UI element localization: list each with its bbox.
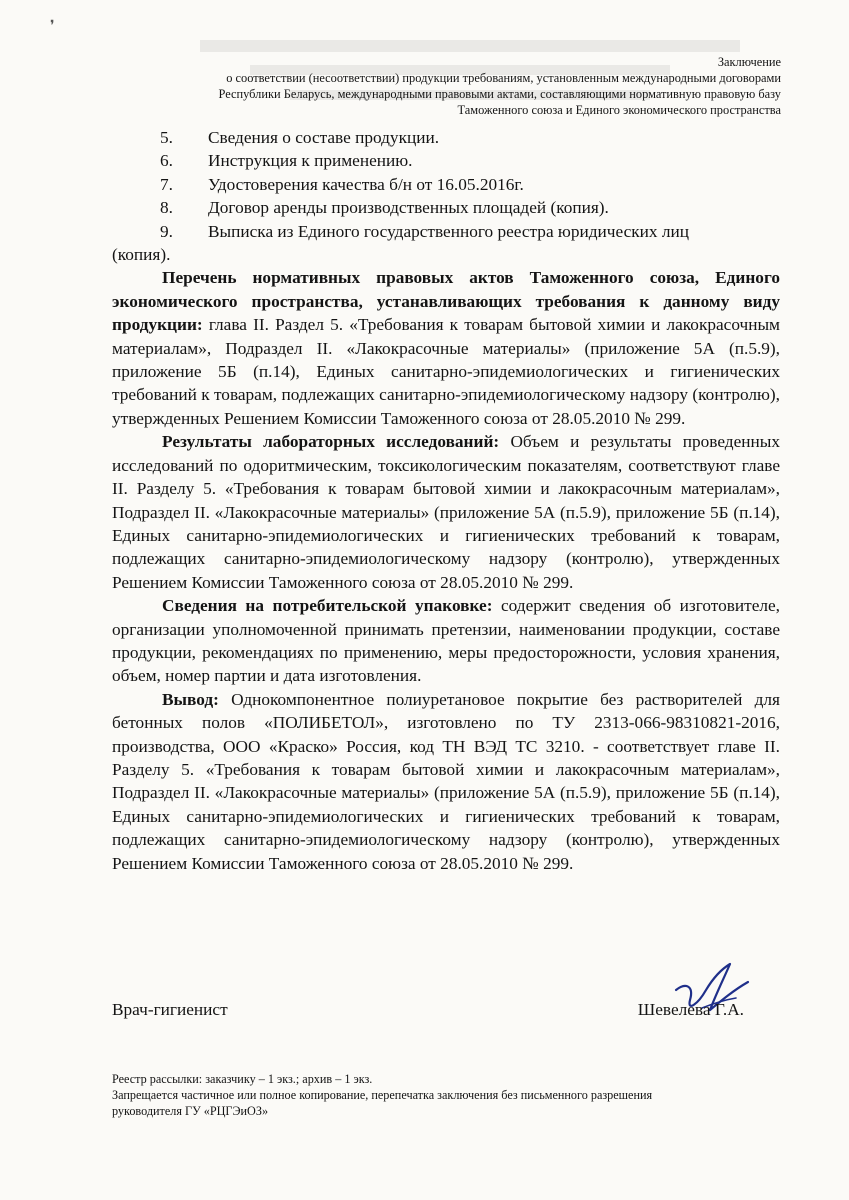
lab-results-text: Объем и результаты проведенных исследований по одоритмическим, токсикологическим показателям, соответствуют главе II. Разделу 5. «Требования к товарам бытовой химии и лакокрасочным материалам», Подраздел II. «Лакокрасочные материалы» (приложение 5А (п.5.9), приложение 5Б (п.14), Единых санитарно-эпидемиологических и гигиенических требований к товарам, подлежащих санитарно-эпидемиологическому надзору (контролю), утвержденных Решением Комиссии Таможенного союза от 28.05.2010 № 299. bbox=[112, 432, 780, 592]
header-line: Республики Беларусь, международными правовыми актами, составляющими нормативную правовую базу bbox=[218, 87, 781, 101]
signature-row bbox=[112, 1000, 744, 1020]
list-item bbox=[112, 220, 780, 243]
corner-mark: ❜ bbox=[50, 19, 55, 34]
list-item-number: 9. bbox=[160, 221, 173, 241]
list-item-text: Инструкция к применению. bbox=[208, 151, 413, 171]
list-item-number: 6. bbox=[160, 151, 173, 171]
conclusion-heading: Вывод: bbox=[162, 689, 219, 709]
packaging-heading: Сведения на потребительской упаковке: bbox=[162, 596, 493, 616]
lab-results-paragraph bbox=[112, 430, 780, 594]
header-title: Заключение bbox=[717, 55, 781, 69]
regulations-text: глава II. Раздел 5. «Требования к товарам бытовой химии и лакокрасочным материалам», Подраздел II. «Лакокрасочные материалы» (приложение 5А (п.5.9), приложение 5Б (п.14), Единых санитарно-эпидемиологических и гигиенических требований к товарам, подлежащих санитарно-эпидемиологическому надзору (контролю), утвержденных Решением Комиссии Таможенного союза от 28.05.2010 № 299. bbox=[112, 315, 780, 428]
header-line: о соответствии (несоответствии) продукции требованиям, установленным международными договорами bbox=[226, 71, 781, 85]
signer-name: Шевелева Г.А. bbox=[637, 1000, 744, 1019]
list-item bbox=[112, 126, 780, 149]
list-item-continuation: (копия). bbox=[112, 245, 171, 265]
lab-results-heading: Результаты лабораторных исследований: bbox=[162, 432, 500, 452]
document-body bbox=[112, 126, 780, 875]
regulations-paragraph bbox=[112, 266, 780, 430]
list-item-text: Удостоверения качества б/н от 16.05.2016г. bbox=[208, 174, 524, 194]
list-item bbox=[112, 149, 780, 172]
packaging-paragraph bbox=[112, 594, 780, 688]
document-footer bbox=[112, 1071, 772, 1119]
list-item bbox=[112, 173, 780, 196]
footer-distribution: Реестр рассылки: заказчику – 1 экз.; архив – 1 экз. bbox=[112, 1072, 373, 1086]
conclusion-text: Однокомпонентное полиуретановое покрытие без растворителей для бетонных полов «ПОЛИБЕТОЛ», изготовлено по ТУ 2313-066-98310821-2016, производства, ООО «Краско» Россия, код ТН ВЭД ТС 3210. - соответствует главе II. Разделу 5. «Требования к товарам бытовой химии и лакокрасочным материалам», Подраздел II. «Лакокрасочные материалы» (приложение 5А (п.5.9), приложение 5Б (п.14), Единых санитарно-эпидемиологических и гигиенических требований к товарам, подлежащих санитарно-эпидемиологическому надзору (контролю), утвержденных Решением Комиссии Таможенного союза от 28.05.2010 № 299. bbox=[112, 689, 780, 873]
header-line: Таможенного союза и Единого экономического пространства bbox=[457, 103, 781, 117]
conclusion-paragraph bbox=[112, 688, 780, 875]
list-item-text: Договор аренды производственных площадей (копия). bbox=[208, 198, 609, 218]
list-item bbox=[112, 196, 780, 219]
list-item-number: 5. bbox=[160, 128, 173, 147]
packaging-text: содержит сведения об изготовителе, организации уполномоченной принимать претензии, наименовании продукции, составе продукции, рекомендациях по применению, меры предосторожности, условия хранения, объем, номер партии и дата изготовления. bbox=[112, 596, 780, 686]
signer-role: Врач-гигиенист bbox=[112, 1000, 228, 1019]
footer-copy-notice: Запрещается частичное или полное копирование, перепечатка заключения без письменного разрешения bbox=[112, 1088, 653, 1102]
list-item-number: 7. bbox=[160, 174, 173, 194]
document-header bbox=[81, 54, 781, 118]
list-item-text: Выписка из Единого государственного реестра юридических лиц bbox=[208, 221, 689, 241]
list-item-number: 8. bbox=[160, 198, 173, 218]
footer-copy-notice-cont: руководителя ГУ «РЦГЭиОЗ» bbox=[112, 1104, 269, 1118]
list-item-text: Сведения о составе продукции. bbox=[208, 128, 440, 147]
regulations-heading: Перечень нормативных правовых актов Таможенного союза, Единого экономического пространства, устанавливающих требования к данному виду продукции: bbox=[112, 268, 780, 335]
